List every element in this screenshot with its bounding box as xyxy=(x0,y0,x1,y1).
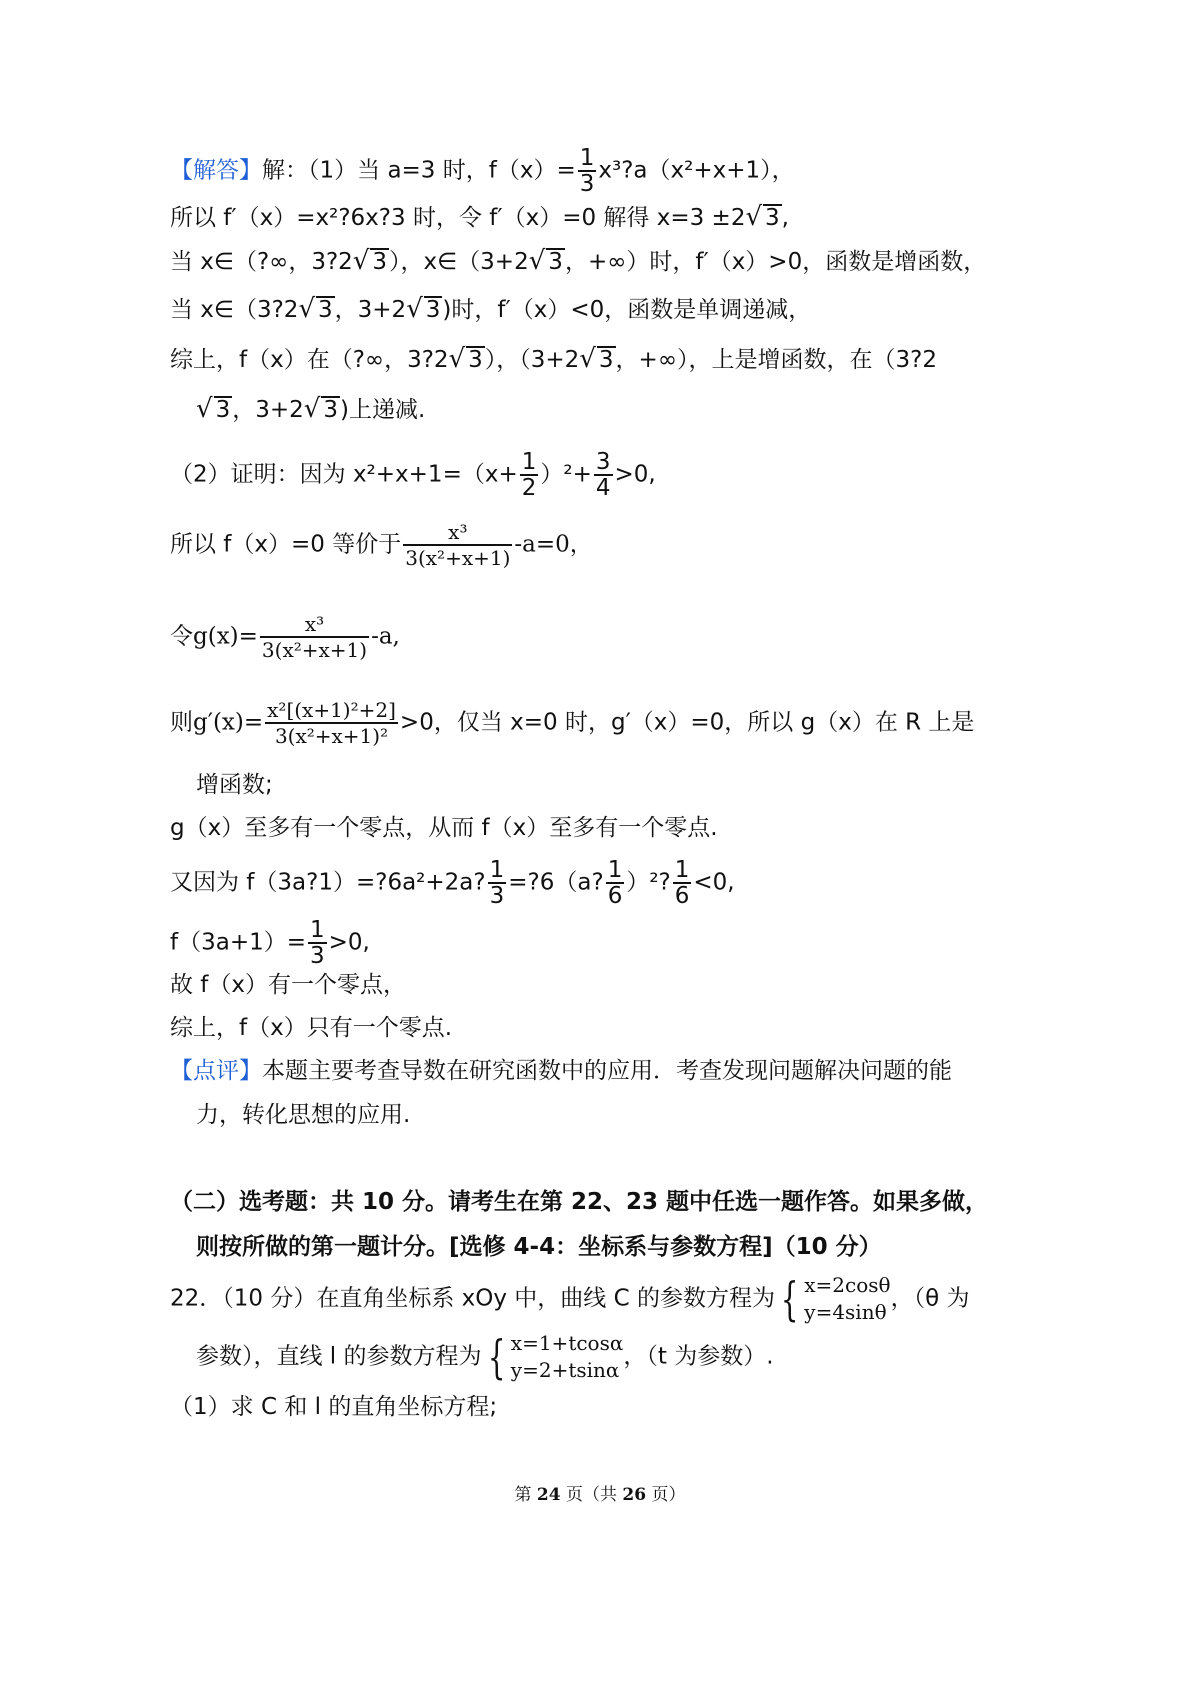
review-line-2 xyxy=(196,1100,410,1130)
text: )上递减. xyxy=(339,397,426,423)
answer-line-6 xyxy=(196,394,425,425)
answer-line-14 xyxy=(170,918,370,968)
equation-row: y=4sinθ xyxy=(804,1300,887,1324)
question-22-line-1 xyxy=(170,1272,969,1326)
denominator: 3 xyxy=(579,171,595,197)
numerator: 1 xyxy=(674,857,690,883)
text: 增函数; xyxy=(196,772,273,798)
answer-line-1 xyxy=(170,146,795,196)
equation-row: y=2+tsinα xyxy=(510,1358,620,1382)
fraction xyxy=(265,698,398,748)
text: 所以 f′（x）=x²?6x?3 时，令 f′（x）=0 解得 x=3 ±2 xyxy=(170,205,746,231)
text: 令g(x)= xyxy=(170,623,258,650)
text: 当 x∈（3?2 xyxy=(170,297,299,323)
page-footer xyxy=(0,1480,1200,1505)
text: 所以 f（x）=0 等价于 xyxy=(170,531,402,558)
numerator: 1 xyxy=(579,145,595,171)
sqrt-icon: √ xyxy=(448,344,466,374)
fraction xyxy=(578,146,597,196)
text: 综上，f（x）在（?∞，3?2 xyxy=(170,347,449,373)
text: 参数），直线 l 的参数方程为 xyxy=(196,1343,482,1370)
numerator: 1 xyxy=(521,449,537,475)
text: ，（θ 为 xyxy=(890,1285,970,1312)
radicand: 3 xyxy=(468,347,483,373)
fraction xyxy=(594,450,613,500)
numerator: x³ xyxy=(448,520,468,544)
answer-line-10 xyxy=(170,698,974,748)
question-22-part-1 xyxy=(170,1392,497,1422)
page-number: 24 xyxy=(536,1485,561,1505)
answer-line-5 xyxy=(170,344,937,375)
sqrt-icon: √ xyxy=(528,246,546,276)
sqrt-icon: √ xyxy=(406,294,423,324)
answer-line-4 xyxy=(170,294,811,325)
text: )时，f′（x）<0，函数是单调递减， xyxy=(442,297,812,323)
sqrt-icon: √ xyxy=(196,394,213,424)
fraction xyxy=(260,612,369,662)
numerator: 1 xyxy=(489,857,505,883)
footer-text: 页（共 xyxy=(560,1485,623,1505)
text: 力，转化思想的应用. xyxy=(196,1102,411,1128)
answer-line-7 xyxy=(170,450,656,500)
text: >0, xyxy=(614,461,656,488)
sqrt-icon: √ xyxy=(352,246,370,276)
text: 解：（1）当 a=3 时，f（x）= xyxy=(262,157,576,184)
text: x³?a（x²+x+1）， xyxy=(598,157,795,184)
fraction xyxy=(308,918,327,968)
text: -a, xyxy=(371,623,400,650)
numerator: x²[(x+1)²+2] xyxy=(267,698,396,722)
review-tag: 【点评】 xyxy=(170,1058,262,1084)
page-total: 26 xyxy=(622,1485,647,1505)
question-22-line-2 xyxy=(196,1330,774,1384)
denominator: 3 xyxy=(310,943,325,969)
numerator: 3 xyxy=(595,449,611,475)
denominator: 3(x²+x+1)² xyxy=(265,722,398,748)
text: 又因为 f（3a?1）=?6a²+2a? xyxy=(170,869,486,896)
radicand: 3 xyxy=(548,249,563,275)
text: ），（3+2 xyxy=(484,347,580,373)
answer-line-12 xyxy=(170,813,718,843)
text: ）²+ xyxy=(540,461,592,488)
denominator: 3(x²+x+1) xyxy=(261,638,368,662)
text: 本题主要考查导数在研究函数中的应用．考查发现问题解决问题的能 xyxy=(262,1058,952,1084)
answer-line-8 xyxy=(170,520,593,570)
text: ，3+2 xyxy=(232,397,304,423)
answer-line-9 xyxy=(170,612,400,662)
denominator: 6 xyxy=(674,883,690,909)
answer-line-2 xyxy=(170,202,789,233)
radicand: 3 xyxy=(765,205,780,231)
answer-line-11 xyxy=(196,770,273,800)
equation-row: x=1+tcosα xyxy=(510,1331,624,1355)
text: , xyxy=(781,205,789,231)
fraction xyxy=(673,858,692,908)
text: （2）证明：因为 x²+x+1=（x+ xyxy=(170,461,518,488)
equation-row: x=2cosθ xyxy=(804,1273,891,1297)
section-heading-line-1 xyxy=(170,1187,988,1217)
text: 当 x∈（?∞，3?2 xyxy=(170,249,353,275)
numerator: 1 xyxy=(310,917,325,943)
answer-line-13 xyxy=(170,858,735,908)
denominator: 6 xyxy=(607,883,623,909)
radicand: 3 xyxy=(323,397,338,423)
text: 故 f（x）有一个零点， xyxy=(170,972,407,998)
text: -a=0， xyxy=(514,531,593,558)
text: ），x∈（3+2 xyxy=(389,249,529,275)
fraction xyxy=(488,858,507,908)
text: 综上，f（x）只有一个零点. xyxy=(170,1015,453,1041)
text: ，+∞），上是增函数，在（3?2 xyxy=(615,347,937,373)
equation-system xyxy=(511,1330,624,1384)
denominator: 3 xyxy=(489,883,505,909)
text: f（3a+1）= xyxy=(170,929,307,956)
text: （1）求 C 和 l 的直角坐标方程; xyxy=(170,1394,498,1420)
text: >0, xyxy=(328,929,370,956)
text: ，3+2 xyxy=(334,297,407,323)
text: （二）选考题：共 10 分。请考生在第 22、23 题中任选一题作答。如果多做， xyxy=(170,1189,989,1215)
fraction xyxy=(403,520,512,570)
text: =?6（a? xyxy=(508,869,604,896)
denominator: 4 xyxy=(595,475,611,501)
brace-icon: { xyxy=(780,1272,799,1326)
radicand: 3 xyxy=(318,297,333,323)
answer-line-3 xyxy=(170,246,986,277)
equation-system xyxy=(804,1272,890,1326)
denominator: 2 xyxy=(521,475,537,501)
text: 则按所做的第一题计分。[选修 4-4：坐标系与参数方程]（10 分） xyxy=(196,1234,882,1260)
fraction xyxy=(520,450,539,500)
numerator: x³ xyxy=(304,612,325,636)
answer-line-16 xyxy=(170,1013,452,1043)
text: 22．（10 分）在直角坐标系 xOy 中，曲线 C 的参数方程为 xyxy=(170,1285,775,1312)
footer-text: 页） xyxy=(646,1485,686,1505)
answer-tag: 【解答】 xyxy=(170,157,262,184)
radicand: 3 xyxy=(215,397,231,423)
answer-line-15 xyxy=(170,970,406,1000)
sqrt-icon: √ xyxy=(298,294,316,324)
radicand: 3 xyxy=(425,297,441,323)
sqrt-icon: √ xyxy=(745,202,763,232)
sqrt-icon: √ xyxy=(579,344,596,374)
text: >0，仅当 x=0 时，g′（x）=0，所以 g（x）在 R 上是 xyxy=(399,709,975,736)
text: ）²? xyxy=(626,869,671,896)
footer-text: 第 xyxy=(514,1485,537,1505)
text: ，（t 为参数）. xyxy=(623,1343,774,1370)
brace-icon: { xyxy=(487,1330,505,1384)
review-line-1 xyxy=(170,1056,952,1086)
radicand: 3 xyxy=(372,249,388,275)
fraction xyxy=(606,858,625,908)
section-heading-line-2 xyxy=(196,1232,882,1262)
text: ，+∞）时，f′（x）>0，函数是增函数， xyxy=(564,249,987,275)
radicand: 3 xyxy=(598,347,614,373)
sqrt-icon: √ xyxy=(303,394,321,424)
numerator: 1 xyxy=(607,857,623,883)
text: 则g′(x)= xyxy=(170,709,264,736)
denominator: 3(x²+x+1) xyxy=(405,546,511,570)
text: g（x）至多有一个零点，从而 f（x）至多有一个零点. xyxy=(170,815,718,841)
text: <0, xyxy=(693,869,735,896)
